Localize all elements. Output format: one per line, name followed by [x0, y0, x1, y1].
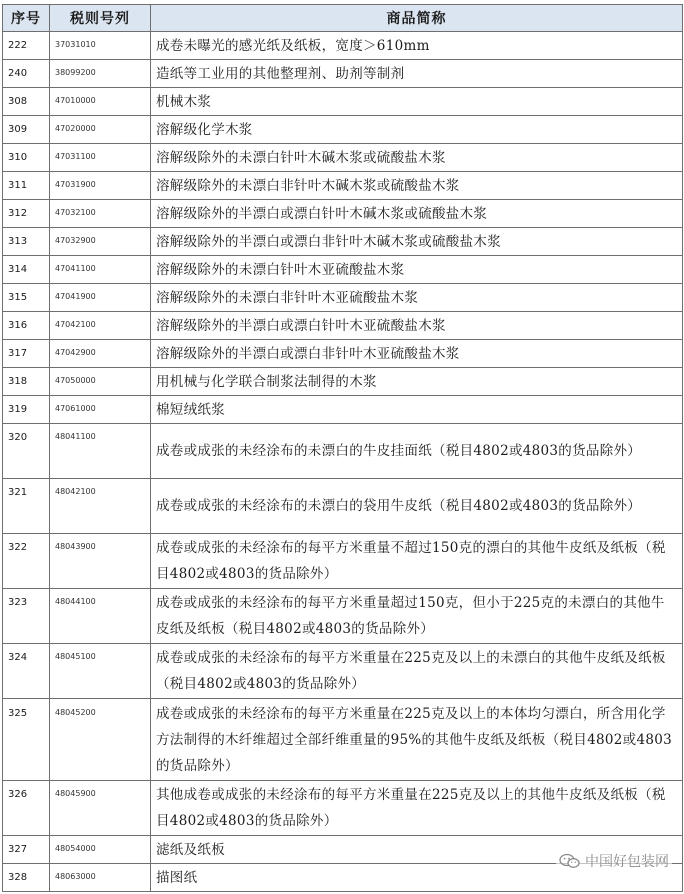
- cell-seq: 310: [3, 144, 50, 172]
- cell-name: 成卷或成张的未经涂布的每平方米重量不超过150克的漂白的其他牛皮纸及纸板（税目4802或4803的货品除外）: [151, 534, 683, 589]
- table-row: [3, 256, 683, 284]
- cell-code: 47041900: [50, 284, 151, 312]
- cell-seq: 308: [3, 88, 50, 116]
- cell-code: 47042100: [50, 312, 151, 340]
- header-seq: 序号: [3, 5, 50, 32]
- cell-name: 机械木浆: [151, 88, 683, 116]
- table-row: [3, 284, 683, 312]
- table-row: [3, 479, 683, 534]
- cell-name: 溶解级除外的半漂白或漂白非针叶木亚硫酸盐木浆: [151, 340, 683, 368]
- cell-seq: 313: [3, 228, 50, 256]
- cell-seq: 316: [3, 312, 50, 340]
- cell-code: 48054000: [50, 836, 151, 864]
- cell-name: 溶解级除外的半漂白或漂白非针叶木碱木浆或硫酸盐木浆: [151, 228, 683, 256]
- cell-seq: 328: [3, 864, 50, 892]
- table-row: [3, 200, 683, 228]
- cell-name: 成卷或成张的未经涂布的每平方米重量超过150克，但小于225克的未漂白的其他牛皮纸及纸板（税目4802或4803的货品除外）: [151, 589, 683, 644]
- cell-code: 47031900: [50, 172, 151, 200]
- cell-seq: 311: [3, 172, 50, 200]
- cell-seq: 321: [3, 479, 50, 534]
- cell-seq: 327: [3, 836, 50, 864]
- cell-code: 47061000: [50, 396, 151, 424]
- cell-code: 47042900: [50, 340, 151, 368]
- cell-name: 造纸等工业用的其他整理剂、助剂等制剂: [151, 60, 683, 88]
- tariff-table: [2, 4, 683, 892]
- table-row: [3, 534, 683, 589]
- table-row: [3, 116, 683, 144]
- cell-name: 成卷未曝光的感光纸及纸板，宽度＞610mm: [151, 32, 683, 60]
- cell-seq: 222: [3, 32, 50, 60]
- table-row: [3, 340, 683, 368]
- cell-code: 47032900: [50, 228, 151, 256]
- header-name: 商品简称: [151, 5, 683, 32]
- cell-name: 溶解级除外的未漂白针叶木碱木浆或硫酸盐木浆: [151, 144, 683, 172]
- cell-code: 47020000: [50, 116, 151, 144]
- cell-seq: 322: [3, 534, 50, 589]
- table-row: [3, 32, 683, 60]
- cell-seq: 319: [3, 396, 50, 424]
- cell-code: 47032100: [50, 200, 151, 228]
- cell-name: 溶解级化学木浆: [151, 116, 683, 144]
- cell-name: 其他成卷或成张的未经涂布的每平方米重量在225克及以上的其他牛皮纸及纸板（税目4802或4803的货品除外）: [151, 781, 683, 836]
- cell-name: 成卷或成张的未经涂布的未漂白的牛皮挂面纸（税目4802或4803的货品除外）: [151, 424, 683, 479]
- cell-seq: 240: [3, 60, 50, 88]
- cell-code: 47031100: [50, 144, 151, 172]
- cell-code: 47041100: [50, 256, 151, 284]
- cell-seq: 324: [3, 644, 50, 699]
- wechat-icon: [559, 853, 581, 869]
- cell-code: 48045100: [50, 644, 151, 699]
- table-header-row: [3, 5, 683, 32]
- cell-code: 48044100: [50, 589, 151, 644]
- cell-name: 溶解级除外的半漂白或漂白针叶木碱木浆或硫酸盐木浆: [151, 200, 683, 228]
- cell-name: 成卷或成张的未经涂布的每平方米重量在225克及以上的本体均匀漂白，所含用化学方法制得的木纤维超过全部纤维重量的95%的其他牛皮纸及纸板（税目4802或4803的货品除外）: [151, 699, 683, 781]
- cell-code: 38099200: [50, 60, 151, 88]
- table-row: [3, 589, 683, 644]
- table-row: [3, 424, 683, 479]
- cell-code: 48063000: [50, 864, 151, 892]
- table-row: [3, 172, 683, 200]
- cell-name: 用机械与化学联合制浆法制得的木浆: [151, 368, 683, 396]
- table-row: [3, 60, 683, 88]
- header-code: 税则号列: [50, 5, 151, 32]
- cell-seq: 325: [3, 699, 50, 781]
- cell-code: 48042100: [50, 479, 151, 534]
- table-row: [3, 699, 683, 781]
- table-row: [3, 312, 683, 340]
- cell-seq: 315: [3, 284, 50, 312]
- cell-seq: 317: [3, 340, 50, 368]
- watermark-text: 中国好包装网: [585, 854, 669, 870]
- cell-seq: 312: [3, 200, 50, 228]
- watermark: [556, 850, 672, 872]
- cell-name: 溶解级除外的半漂白或漂白针叶木亚硫酸盐木浆: [151, 312, 683, 340]
- cell-code: 48043900: [50, 534, 151, 589]
- cell-name: 滤纸及纸板: [151, 836, 683, 864]
- cell-name: 成卷或成张的未经涂布的每平方米重量在225克及以上的未漂白的其他牛皮纸及纸板（税目4802或4803的货品除外）: [151, 644, 683, 699]
- table-row: [3, 368, 683, 396]
- cell-seq: 320: [3, 424, 50, 479]
- cell-code: 47010000: [50, 88, 151, 116]
- cell-name: 描图纸: [151, 864, 683, 892]
- cell-code: 48045200: [50, 699, 151, 781]
- cell-name: 溶解级除外的未漂白非针叶木碱木浆或硫酸盐木浆: [151, 172, 683, 200]
- cell-name: 成卷或成张的未经涂布的未漂白的袋用牛皮纸（税目4802或4803的货品除外）: [151, 479, 683, 534]
- table-row: [3, 88, 683, 116]
- cell-seq: 314: [3, 256, 50, 284]
- table-row: [3, 781, 683, 836]
- cell-code: 48045900: [50, 781, 151, 836]
- cell-seq: 309: [3, 116, 50, 144]
- cell-code: 37031010: [50, 32, 151, 60]
- cell-seq: 326: [3, 781, 50, 836]
- cell-seq: 323: [3, 589, 50, 644]
- cell-seq: 318: [3, 368, 50, 396]
- cell-code: 47050000: [50, 368, 151, 396]
- cell-name: 溶解级除外的未漂白针叶木亚硫酸盐木浆: [151, 256, 683, 284]
- table-row: [3, 228, 683, 256]
- cell-code: 48041100: [50, 424, 151, 479]
- cell-name: 棉短绒纸浆: [151, 396, 683, 424]
- table-row: [3, 644, 683, 699]
- table-row: [3, 396, 683, 424]
- table-row: [3, 144, 683, 172]
- cell-name: 溶解级除外的未漂白非针叶木亚硫酸盐木浆: [151, 284, 683, 312]
